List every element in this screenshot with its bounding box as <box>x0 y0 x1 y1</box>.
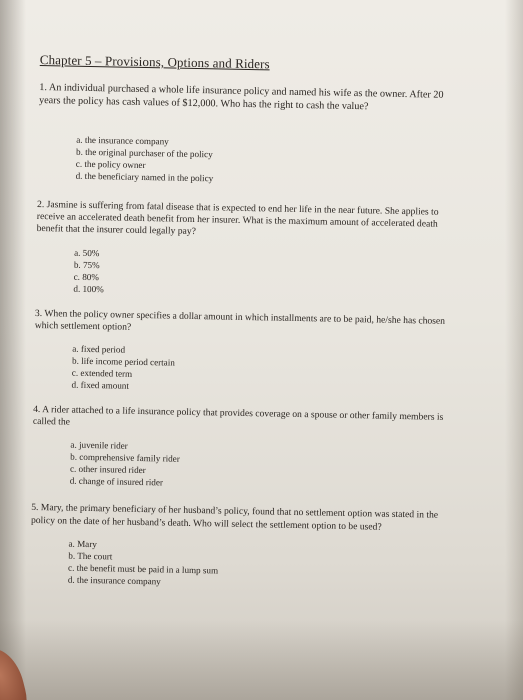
fingertip <box>0 643 33 700</box>
answer-option: a. the insurance company <box>76 134 169 147</box>
answer-option: c. the benefit must be paid in a lump sum <box>68 562 219 576</box>
answer-option: c. other insured rider <box>69 464 146 476</box>
answer-options <box>34 342 455 398</box>
answer-options <box>35 246 456 302</box>
answer-options <box>32 438 453 494</box>
question-2 <box>35 199 457 302</box>
answer-option: d. change of insured rider <box>69 476 164 488</box>
page-shadow-left <box>0 0 26 700</box>
answer-option: a. juvenile rider <box>70 440 128 452</box>
answer-option: d. fixed amount <box>71 379 130 391</box>
page-shadow-right <box>505 0 523 700</box>
page-shadow-bottom <box>0 620 523 700</box>
answer-option: a. fixed period <box>72 343 126 355</box>
answer-option: d. the beneficiary named in the policy <box>75 170 214 184</box>
answer-option: d. the insurance company <box>67 574 161 587</box>
answer-option: b. comprehensive family rider <box>70 452 180 465</box>
question-stem: 2. Jasmine is suffering from fatal disease that is expected to end her life in the near future. She applies to receive an accelerated death benefit from her insurer. What is the maximum amount of accelerated death benefit that the insurer could legally pay? <box>36 198 439 238</box>
answer-option: a. 50% <box>74 247 100 258</box>
answer-option: c. the policy owner <box>75 158 146 171</box>
question-5 <box>30 502 452 592</box>
answer-option: c. extended term <box>71 367 133 379</box>
answer-option: b. 75% <box>73 259 100 270</box>
answer-options <box>30 537 451 593</box>
question-stem: 4. A rider attached to a life insurance policy that provides coverage on a spouse or other family members is called the <box>32 403 444 428</box>
answer-option: c. 80% <box>73 271 100 282</box>
answer-option: b. the original purchaser of the policy <box>75 146 213 160</box>
answer-options <box>38 133 459 189</box>
answer-option: b. The court <box>68 550 113 562</box>
question-3 <box>34 308 456 398</box>
worksheet-content <box>30 52 460 605</box>
answer-option: d. 100% <box>73 283 104 294</box>
question-stem: 1. An individual purchased a whole life insurance policy and named his wife as the owner. After 20 years the policy has cash values of $12,000. Who has the right to cash the value? <box>38 81 444 112</box>
question-stem: 3. When the policy owner specifies a dollar amount in which installments are to be paid, he/she has chosen which settlement option? <box>34 307 446 333</box>
question-stem: 5. Mary, the primary beneficiary of her husband’s policy, found that no settlement option was stated in the policy on the date of her husband’s death. Who will select the settlement option to be used? <box>30 502 439 533</box>
chapter-title: Chapter 5 – Provisions, Options and Riders <box>39 52 270 72</box>
question-1 <box>38 82 460 189</box>
question-4 <box>32 404 454 494</box>
answer-option: b. life income period certain <box>71 355 175 368</box>
answer-option: a. Mary <box>68 538 97 550</box>
